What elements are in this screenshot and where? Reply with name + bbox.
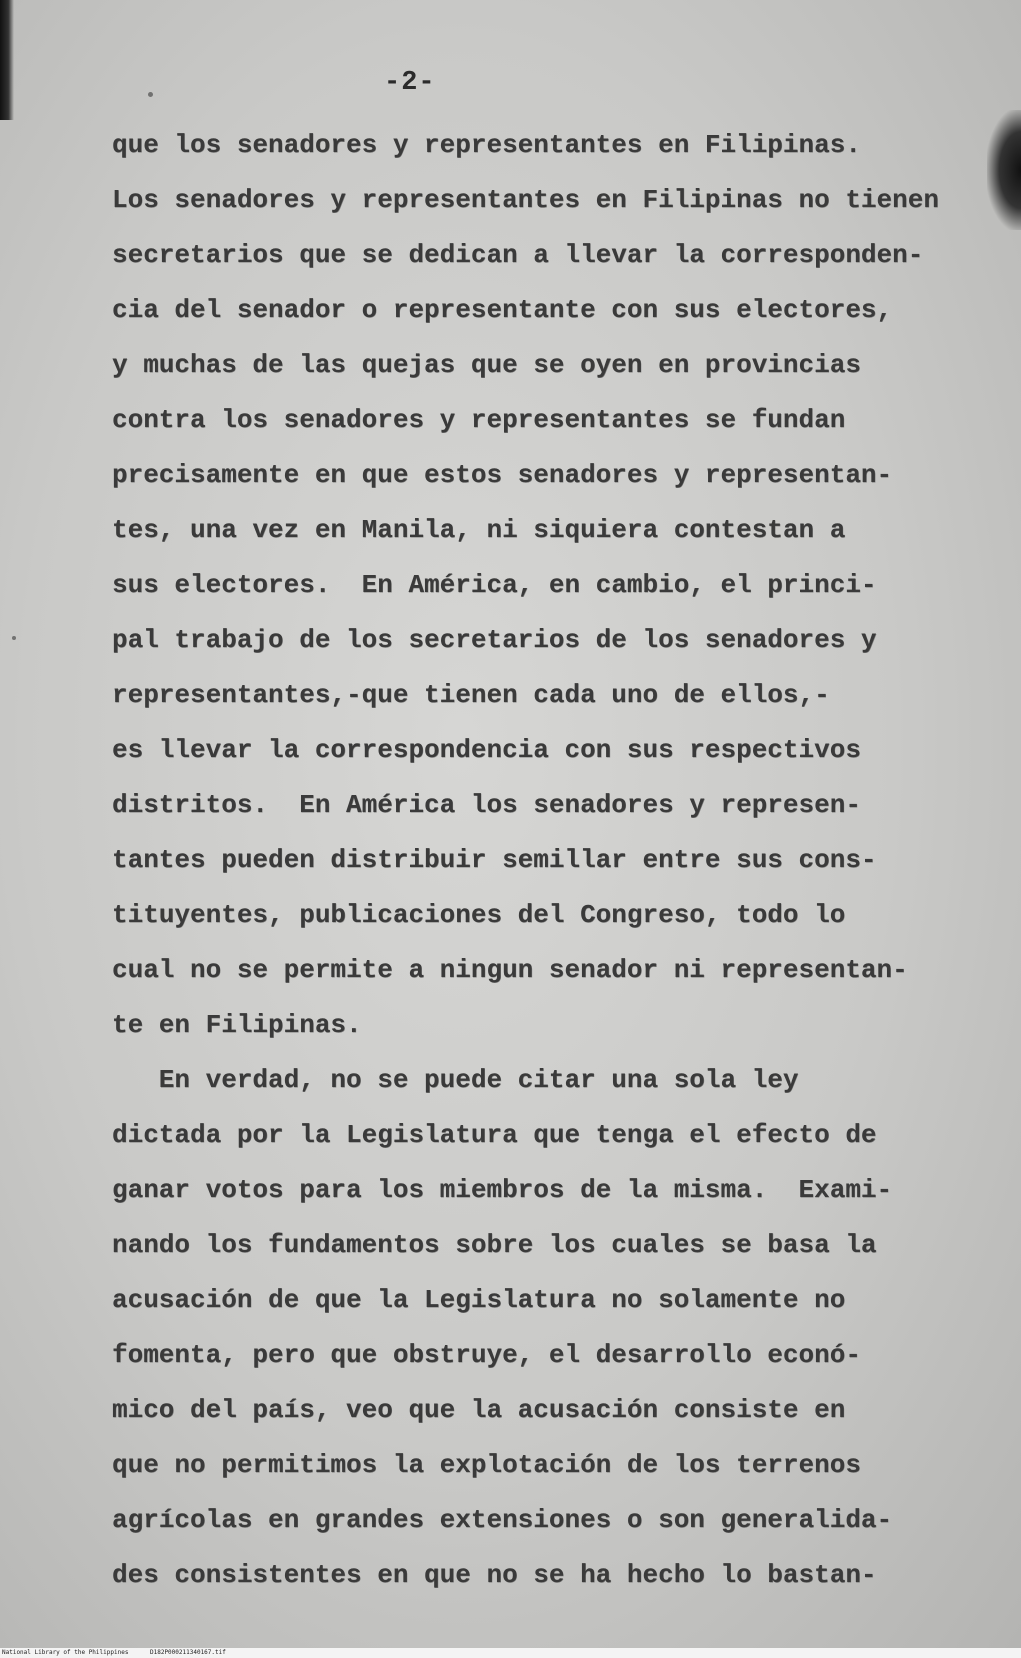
text-line: secretarios que se dedican a llevar la corresponden- [112, 240, 924, 270]
scan-footer [0, 1648, 1021, 1658]
scan-edge-shadow-left [0, 0, 14, 120]
text-line: acusación de que la Legislatura no solamente no [112, 1285, 846, 1315]
text-line: dictada por la Legislatura que tenga el efecto de [112, 1120, 877, 1150]
text-line: cia del senador o representante con sus electores, [112, 295, 893, 325]
text-line: te en Filipinas. [112, 1010, 362, 1040]
text-line: tes, una vez en Manila, ni siquiera contestan a [112, 515, 846, 545]
institution-label: National Library of the Philippines [2, 1649, 129, 1656]
ink-smudge [148, 92, 153, 97]
text-line: tantes pueden distribuir semillar entre sus cons- [112, 845, 877, 875]
text-line: y muchas de las quejas que se oyen en provincias [112, 350, 861, 380]
text-line: agrícolas en grandes extensiones o son generalida- [112, 1505, 893, 1535]
text-line: fomenta, pero que obstruye, el desarrollo econó- [112, 1340, 861, 1370]
text-line: distritos. En América los senadores y represen- [112, 790, 861, 820]
text-line: En verdad, no se puede citar una sola ley [112, 1065, 799, 1095]
text-line: cual no se permite a ningun senador ni representan- [112, 955, 908, 985]
text-line: precisamente en que estos senadores y representan- [112, 460, 893, 490]
text-line: sus electores. En América, en cambio, el princi- [112, 570, 877, 600]
typed-text-body [112, 118, 1012, 1603]
text-line: que los senadores y representantes en Filipinas. [112, 130, 861, 160]
text-line: que no permitimos la explotación de los terrenos [112, 1450, 861, 1480]
ink-smudge [12, 636, 16, 640]
text-line: des consistentes en que no se ha hecho lo bastan- [112, 1560, 877, 1590]
text-line: contra los senadores y representantes se fundan [112, 405, 846, 435]
file-name-label: D182P000211340167.tif [150, 1649, 226, 1656]
text-line: ganar votos para los miembros de la misma. Exami- [112, 1175, 893, 1205]
text-line: representantes,-que tienen cada uno de ellos,- [112, 680, 830, 710]
text-line: mico del país, veo que la acusación consiste en [112, 1395, 846, 1425]
page-number: -2- [384, 68, 436, 98]
text-line: es llevar la correspondencia con sus respectivos [112, 735, 861, 765]
text-line: pal trabajo de los secretarios de los senadores y [112, 625, 877, 655]
text-line: Los senadores y representantes en Filipinas no tienen [112, 185, 939, 215]
text-line: tituyentes, publicaciones del Congreso, todo lo [112, 900, 846, 930]
text-line: nando los fundamentos sobre los cuales se basa la [112, 1230, 877, 1260]
